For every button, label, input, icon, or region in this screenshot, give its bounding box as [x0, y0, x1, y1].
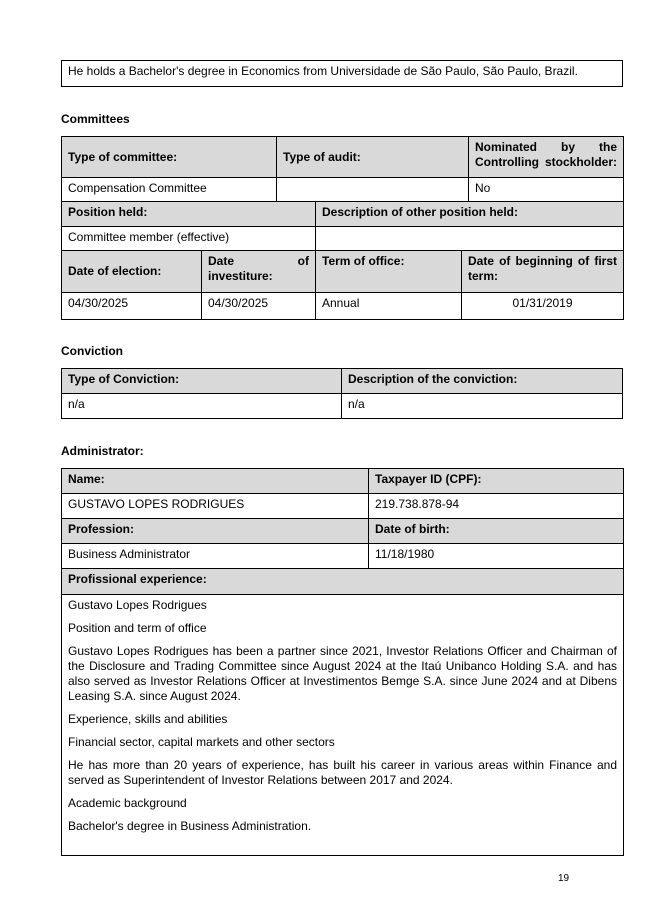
conviction-type-label: Type of Conviction: [62, 369, 342, 394]
cpf-value: 219.738.878-94 [369, 494, 624, 519]
term-of-office-value: Annual [316, 293, 462, 320]
type-of-committee-label: Type of committee: [62, 137, 277, 178]
type-of-audit-value [277, 178, 469, 203]
experience-paragraph: Academic background [68, 796, 187, 810]
birth-label: Date of birth: [369, 519, 624, 544]
profession-label: Profession: [62, 519, 369, 544]
date-beginning-value: 01/31/2019 [462, 293, 624, 320]
experience-paragraph: Financial sector, capital markets and other sectors [68, 735, 335, 749]
experience-label: Profissional experience: [62, 569, 624, 595]
conviction-description-label: Description of the conviction: [342, 369, 623, 394]
nominated-value: No [469, 178, 624, 203]
conviction-type-value: n/a [62, 394, 342, 419]
committees-table-3 [61, 250, 624, 320]
experience-paragraph: Experience, skills and abilities [68, 712, 228, 726]
education-box [61, 60, 623, 87]
experience-paragraph: Position and term of office [68, 621, 207, 635]
other-position-label: Description of other position held: [316, 202, 624, 227]
date-of-investiture-value: 04/30/2025 [202, 293, 316, 320]
term-of-office-label: Term of office: [316, 251, 462, 293]
committees-table-2 [61, 201, 624, 252]
committees-table-1 [61, 136, 624, 203]
experience-paragraph: He has more than 20 years of experience, has built his career in various areas within Finance and served as Superintendent of Investor Relations between 2017 and 2024. [68, 758, 617, 787]
committees-heading: Committees [61, 112, 130, 126]
conviction-heading: Conviction [61, 344, 123, 358]
conviction-description-value: n/a [342, 394, 623, 419]
profession-value: Business Administrator [62, 544, 369, 569]
date-of-election-label: Date of election: [62, 251, 202, 293]
name-value: GUSTAVO LOPES RODRIGUES [62, 494, 369, 519]
nominated-label: Nominated by the Controlling stockholder: [469, 137, 624, 178]
experience-body [62, 595, 624, 856]
birth-value: 11/18/1980 [369, 544, 624, 569]
date-of-investiture-label: Date of investiture: [202, 251, 316, 293]
education-text: He holds a Bachelor's degree in Economics from Universidade de São Paulo, São Paulo, Brazil. [68, 64, 578, 78]
date-beginning-label: Date of beginning of first term: [462, 251, 624, 293]
position-held-label: Position held: [62, 202, 316, 227]
cpf-label: Taxpayer ID (CPF): [369, 469, 624, 494]
page-number: 19 [558, 873, 570, 884]
other-position-value [316, 227, 624, 252]
administrator-table [61, 468, 624, 856]
name-label: Name: [62, 469, 369, 494]
type-of-committee-value: Compensation Committee [62, 178, 277, 203]
position-held-value: Committee member (effective) [62, 227, 316, 252]
administrator-heading: Administrator: [61, 444, 144, 458]
experience-paragraph: Gustavo Lopes Rodrigues has been a partner since 2021, Investor Relations Officer and Chairman of the Disclosure and Trading Committee since August 2024 at the Itaú Unibanco Holding S.A. and has also served as Investor Relations Officer at Investimentos Bemge S.A. since June 2024 and at Dibens Leasing S.A. since August 2024. [68, 644, 617, 703]
conviction-table [61, 368, 623, 419]
experience-paragraph: Bachelor's degree in Business Administration. [68, 819, 312, 833]
type-of-audit-label: Type of audit: [277, 137, 469, 178]
date-of-election-value: 04/30/2025 [62, 293, 202, 320]
experience-paragraph: Gustavo Lopes Rodrigues [68, 598, 207, 612]
